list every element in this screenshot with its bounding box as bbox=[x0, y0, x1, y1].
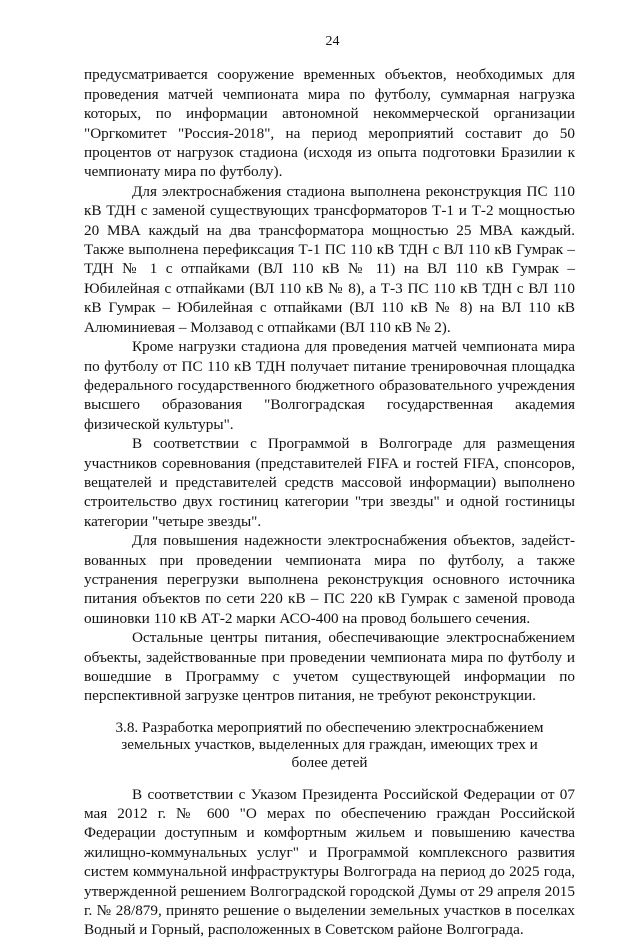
paragraph-reliability-reconstruction: Для повышения надежности электроснабжения объектов, задейст-вованных при проведении чемпионата мира по футболу, а также устранения перегрузки выполнена реконструкция основного источника питания объектов по сети 220 кВ – ПС 220 кВ Гумрак с заменой провода ошиновки 110 кВ АТ-2 марки АСО-400 на провод большего сечения. bbox=[84, 532, 575, 627]
paragraph-stadium-power-supply: Для электроснабжения стадиона выполнена реконструкция ПС 110 кВ ТДН с заменой существующих трансформаторов Т-1 и Т-2 мощностью 20 МВА каждый на два трансформатора мощностью 25 МВА каждый. Также выполнена перефиксация Т-1 ПС 110 кВ ТДН с ВЛ 110 кВ Гумрак – ТДН № 1 с отпайками (ВЛ 110 кВ № 11) на ВЛ 110 кВ Гумрак – Юбилейная с отпайками (ВЛ 110 кВ № 8), а Т-3 ПС 110 кВ ТДН с ВЛ 110 кВ Гумрак – Юбилейная с отпайками (ВЛ 110 кВ № 8) на ВЛ 110 кВ Алюминиевая – Молзавод с отпайками (ВЛ 110 кВ № 2). bbox=[84, 182, 575, 336]
section-heading-3-8: 3.8. Разработка мероприятий по обеспечению электроснабжением земельных участков, выделенных для граждан, имеющих трех и более детей bbox=[115, 718, 544, 771]
paragraph-training-ground: Кроме нагрузки стадиона для проведения матчей чемпионата мира по футболу от ПС 110 кВ ТДН получает питание тренировочная площадка федерального государственного бюджетного образовательного учреждения высшего образования "Волгоградская государственная академия физической культуры". bbox=[84, 338, 575, 433]
page-number: 24 bbox=[325, 34, 340, 49]
paragraph-presidential-decree: В соответствии с Указом Президента Российской Федерации от 07 мая 2012 г. № 600 "О мерах по обеспечению граждан Российской Федерации доступным и комфортным жильем и повышению качества жилищно-коммунальных услуг" и Программой комплексного развития систем коммунальной инфраструктуры Волгограда на период до 2025 года, утвержденной решением Волгоградской городской Думы от 29 апреля 2015 г. № 28/879, принято решение о выделении земельных участков в поселках Водный и Горный, расположенных в Советском районе Волгограда. bbox=[84, 785, 575, 939]
paragraph-continued-temporary-objects: предусматривается сооружение временных объектов, необходимых для проведения матчей чемпионата мира по футболу, суммарная нагрузка которых, по информации автономной некоммерческой организации "Оргкомитет "Россия-2018", на период мероприятий составит до 50 процентов от нагрузок стадиона (исходя из опыта подготовки Бразилии к чемпионату мира по футболу). bbox=[84, 66, 575, 181]
paragraph-other-power-centers: Остальные центры питания, обеспечивающие электроснабжением объекты, задействованные при проведении чемпионата мира по футболу и вошедшие в Программу с учетом существующей информации по перспективной загрузке центров питания, не требуют реконструкции. bbox=[84, 629, 575, 705]
paragraph-hotels: В соответствии с Программой в Волгограде для размещения участников соревнования (представителей FIFA и гостей FIFA, спонсоров, вещателей и представителей средств массовой информации) выполнено строительство двух гостиниц категории "три звезды" и одной гостиницы категории "четыре звезды". bbox=[84, 435, 575, 530]
